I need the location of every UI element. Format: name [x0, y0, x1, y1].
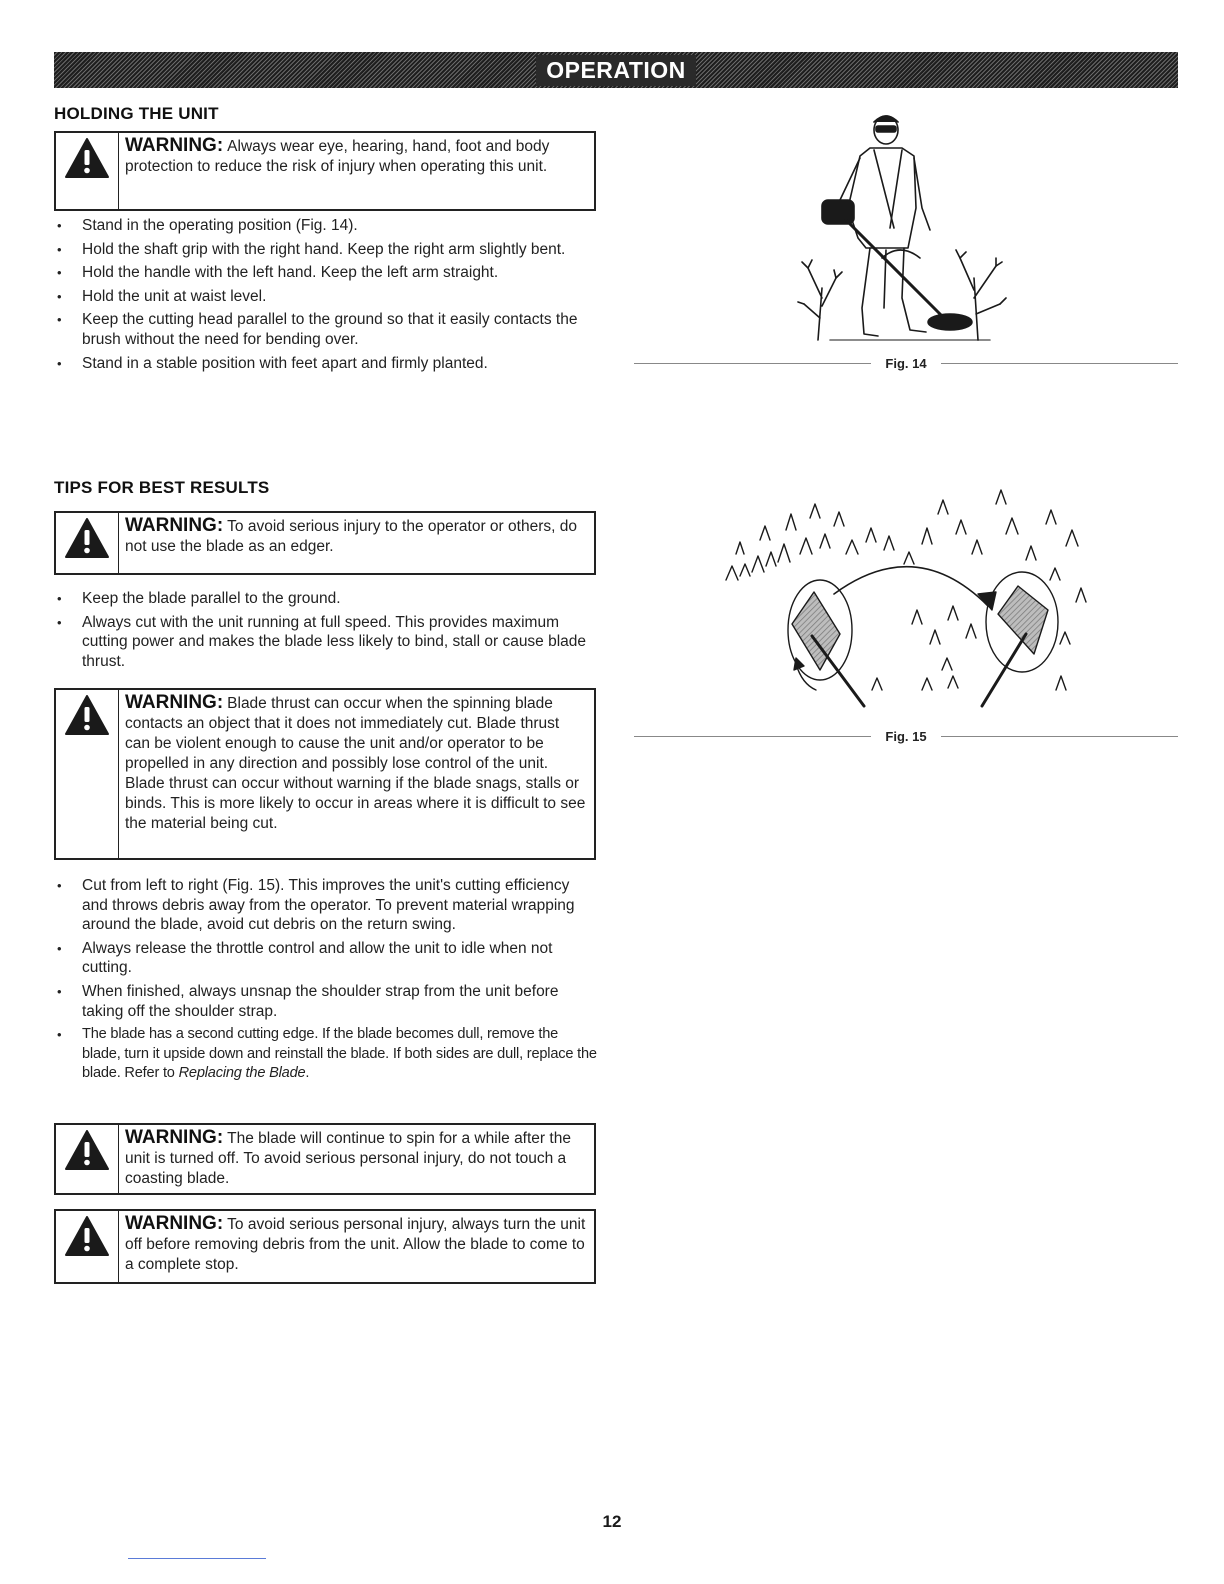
warning-label: WARNING: — [125, 692, 224, 713]
warning-triangle-icon — [64, 1129, 110, 1171]
bullet-list-tips-2 — [54, 876, 599, 1088]
blade-cutting-brush-illustration — [716, 484, 1096, 714]
list-item: • Keep the cutting head parallel to the ground so that it easily contacts the brush without the need for bending over. — [57, 311, 578, 348]
warning-text: Always wear eye, hearing, hand, foot and body protection to reduce the risk of injury when operating this unit. — [125, 138, 550, 175]
figure-caption-fig14: Fig. 14 — [885, 356, 927, 371]
warning-triangle-icon — [64, 1215, 110, 1257]
warning-icon-cell — [56, 690, 119, 858]
list-item: • Always cut with the unit running at full speed. This provides maximum cutting power and makes the blade less likely to bind, stall or cause blade thrust. — [57, 613, 587, 670]
list-item: • Hold the shaft grip with the right hand. Keep the right arm slightly bent. — [57, 240, 566, 258]
list-item: • The blade has a second cutting edge. If the blade becomes dull, remove the blade, turn it upside down and reinstall the blade. If both sides are dull, replace the blade. Refer to Replacing the Blade. — [57, 1026, 597, 1082]
warning-box — [54, 511, 596, 575]
list-item: • Hold the unit at waist level. — [57, 287, 267, 305]
warning-text: Blade thrust can occur when the spinning blade contacts an object that it does not immediately cut. Blade thrust can be violent enough to cause the unit and/or operator to be propelled in any direction and possibly lose control of the unit. Blade thrust can occur without warning if the blade snags, stalls or binds. This is more likely to occur in areas where it is difficult to see the material being cut. — [125, 695, 586, 832]
warning-icon-cell — [56, 133, 119, 209]
warning-label: WARNING: — [125, 1127, 224, 1148]
warning-triangle-icon — [64, 137, 110, 179]
list-item: • Stand in a stable position with feet apart and firmly planted. — [57, 354, 488, 372]
heading-holding-the-unit: HOLDING THE UNIT — [54, 104, 219, 123]
heading-tips-for-best-results: TIPS FOR BEST RESULTS — [54, 478, 270, 497]
list-item: • Hold the handle with the left hand. Keep the left arm straight. — [57, 264, 499, 282]
page-number: 12 — [602, 1512, 622, 1531]
warning-label: WARNING: — [125, 515, 224, 536]
list-item: • Stand in the operating position (Fig. 14). — [57, 217, 358, 234]
warning-icon-cell — [56, 513, 119, 573]
warning-box — [54, 1209, 596, 1284]
bullet-list-tips-1 — [54, 589, 599, 675]
list-item: • Always release the throttle control and allow the unit to idle when not cutting. — [57, 939, 553, 977]
figure-caption-fig15: Fig. 15 — [885, 729, 927, 744]
cross-reference-link[interactable]: Replacing the Blade — [178, 1065, 306, 1082]
warning-text: To avoid serious personal injury, always turn the unit off before removing debris from the unit. Allow the blade to come to a complete stop. — [125, 1216, 586, 1273]
decorative-underline — [128, 1558, 266, 1559]
operator-holding-trimmer-illustration — [790, 108, 1020, 348]
banner-title: OPERATION — [536, 55, 696, 86]
warning-triangle-icon — [64, 517, 110, 559]
warning-icon-cell — [56, 1211, 119, 1282]
warning-icon-cell — [56, 1125, 119, 1193]
section-banner — [54, 52, 1178, 88]
list-item: • Cut from left to right (Fig. 15). This improves the unit's cutting efficiency and throws debris away from the operator. To prevent material wrapping around the blade, avoid cut debris on the return swing. — [57, 877, 575, 934]
warning-label: WARNING: — [125, 1213, 224, 1234]
figure-caption-row — [634, 729, 1178, 744]
warning-box — [54, 688, 596, 860]
warning-box — [54, 1123, 596, 1195]
list-item: • When finished, always unsnap the shoulder strap from the unit before taking off the shoulder strap. — [57, 982, 559, 1020]
warning-box — [54, 131, 596, 211]
warning-text: The blade will continue to spin for a while after the unit is turned off. To avoid serious personal injury, do not touch a coasting blade. — [125, 1130, 571, 1187]
warning-text: To avoid serious injury to the operator or others, do not use the blade as an edger. — [125, 518, 577, 555]
bullet-list-holding — [54, 216, 599, 377]
figure-caption-row — [634, 356, 1178, 371]
list-item: • Keep the blade parallel to the ground. — [57, 590, 341, 607]
warning-label: WARNING: — [125, 135, 224, 156]
warning-triangle-icon — [64, 694, 110, 736]
